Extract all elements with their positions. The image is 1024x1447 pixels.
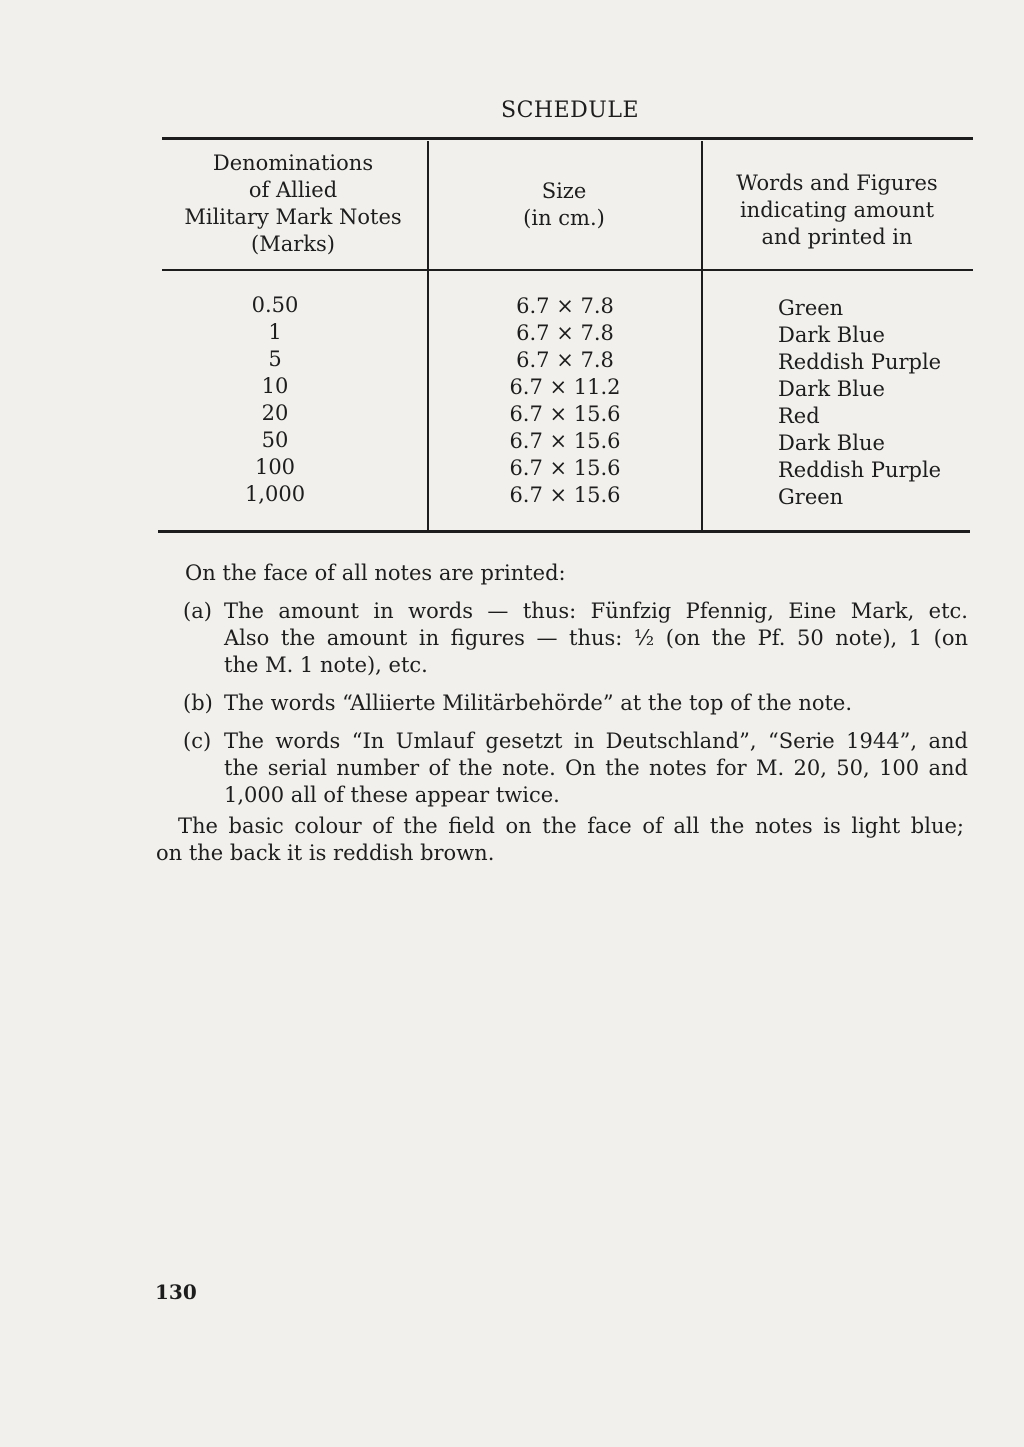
header-words-figures: Words and Figures indicating amount and printed in [736, 171, 938, 249]
intro-line: On the face of all notes are printed: [185, 561, 566, 585]
table-cell: 6.7 × 11.2 [509, 375, 621, 399]
table-cell: 6.7 × 7.8 [516, 348, 614, 372]
item-c-label: (c) [183, 729, 212, 753]
table-bottom-rule [158, 530, 970, 533]
item-b-label: (b) [183, 691, 213, 715]
denominations-column [200, 292, 350, 508]
table-divider-1 [427, 141, 429, 531]
table-cell: Green [778, 296, 844, 320]
table-cell: 6.7 × 15.6 [509, 429, 621, 453]
table-cell: 0.50 [251, 293, 299, 317]
table-cell: 50 [261, 428, 289, 452]
table-cell: Reddish Purple [778, 350, 942, 374]
table-divider-2 [701, 141, 703, 531]
table-cell: 20 [261, 401, 289, 425]
closing-paragraph: The basic colour of the field on the face of all the notes is light blue; on the back it is reddish brown. [156, 814, 964, 865]
table-cell: 6.7 × 15.6 [509, 483, 621, 507]
table-cell: 1 [268, 320, 282, 344]
size-column [440, 293, 690, 509]
colour-column [778, 295, 941, 511]
table-cell: Dark Blue [778, 431, 885, 455]
header-size: Size (in cm.) [523, 179, 605, 230]
table-cell: 1,000 [244, 482, 306, 506]
table-header-rule [162, 269, 973, 271]
page-number: 130 [155, 1280, 197, 1304]
table-cell: Red [778, 404, 820, 428]
table-top-rule [162, 137, 973, 140]
table-cell: 6.7 × 15.6 [509, 456, 621, 480]
table-cell: 6.7 × 15.6 [509, 402, 621, 426]
item-a-text: The amount in words — thus: Fünfzig Pfennig, Eine Mark, etc. Also the amount in figures — thus: ½ (on the Pf. 50 note), 1 (on the M. 1 note), etc. [224, 599, 968, 677]
table-cell: Dark Blue [778, 323, 885, 347]
schedule-title: SCHEDULE [501, 98, 639, 123]
item-c-text: The words “In Umlauf gesetzt in Deutschland”, “Serie 1944”, and the serial number of the note. On the notes for M. 20, 50, 100 and 1,000 all of these appear twice. [224, 729, 968, 807]
item-a-label: (a) [183, 599, 212, 623]
table-cell: 6.7 × 7.8 [516, 294, 614, 318]
table-cell: Dark Blue [778, 377, 885, 401]
header-denominations: Denominations of Allied Military Mark Notes (Marks) [184, 151, 402, 256]
table-cell: 100 [254, 455, 296, 479]
item-b-text: The words “Alliierte Militärbehörde” at the top of the note. [224, 691, 853, 715]
table-cell: 6.7 × 7.8 [516, 321, 614, 345]
table-cell: 10 [261, 374, 289, 398]
table-cell: 5 [268, 347, 282, 371]
table-cell: Reddish Purple [778, 458, 942, 482]
table-cell: Green [778, 485, 844, 509]
